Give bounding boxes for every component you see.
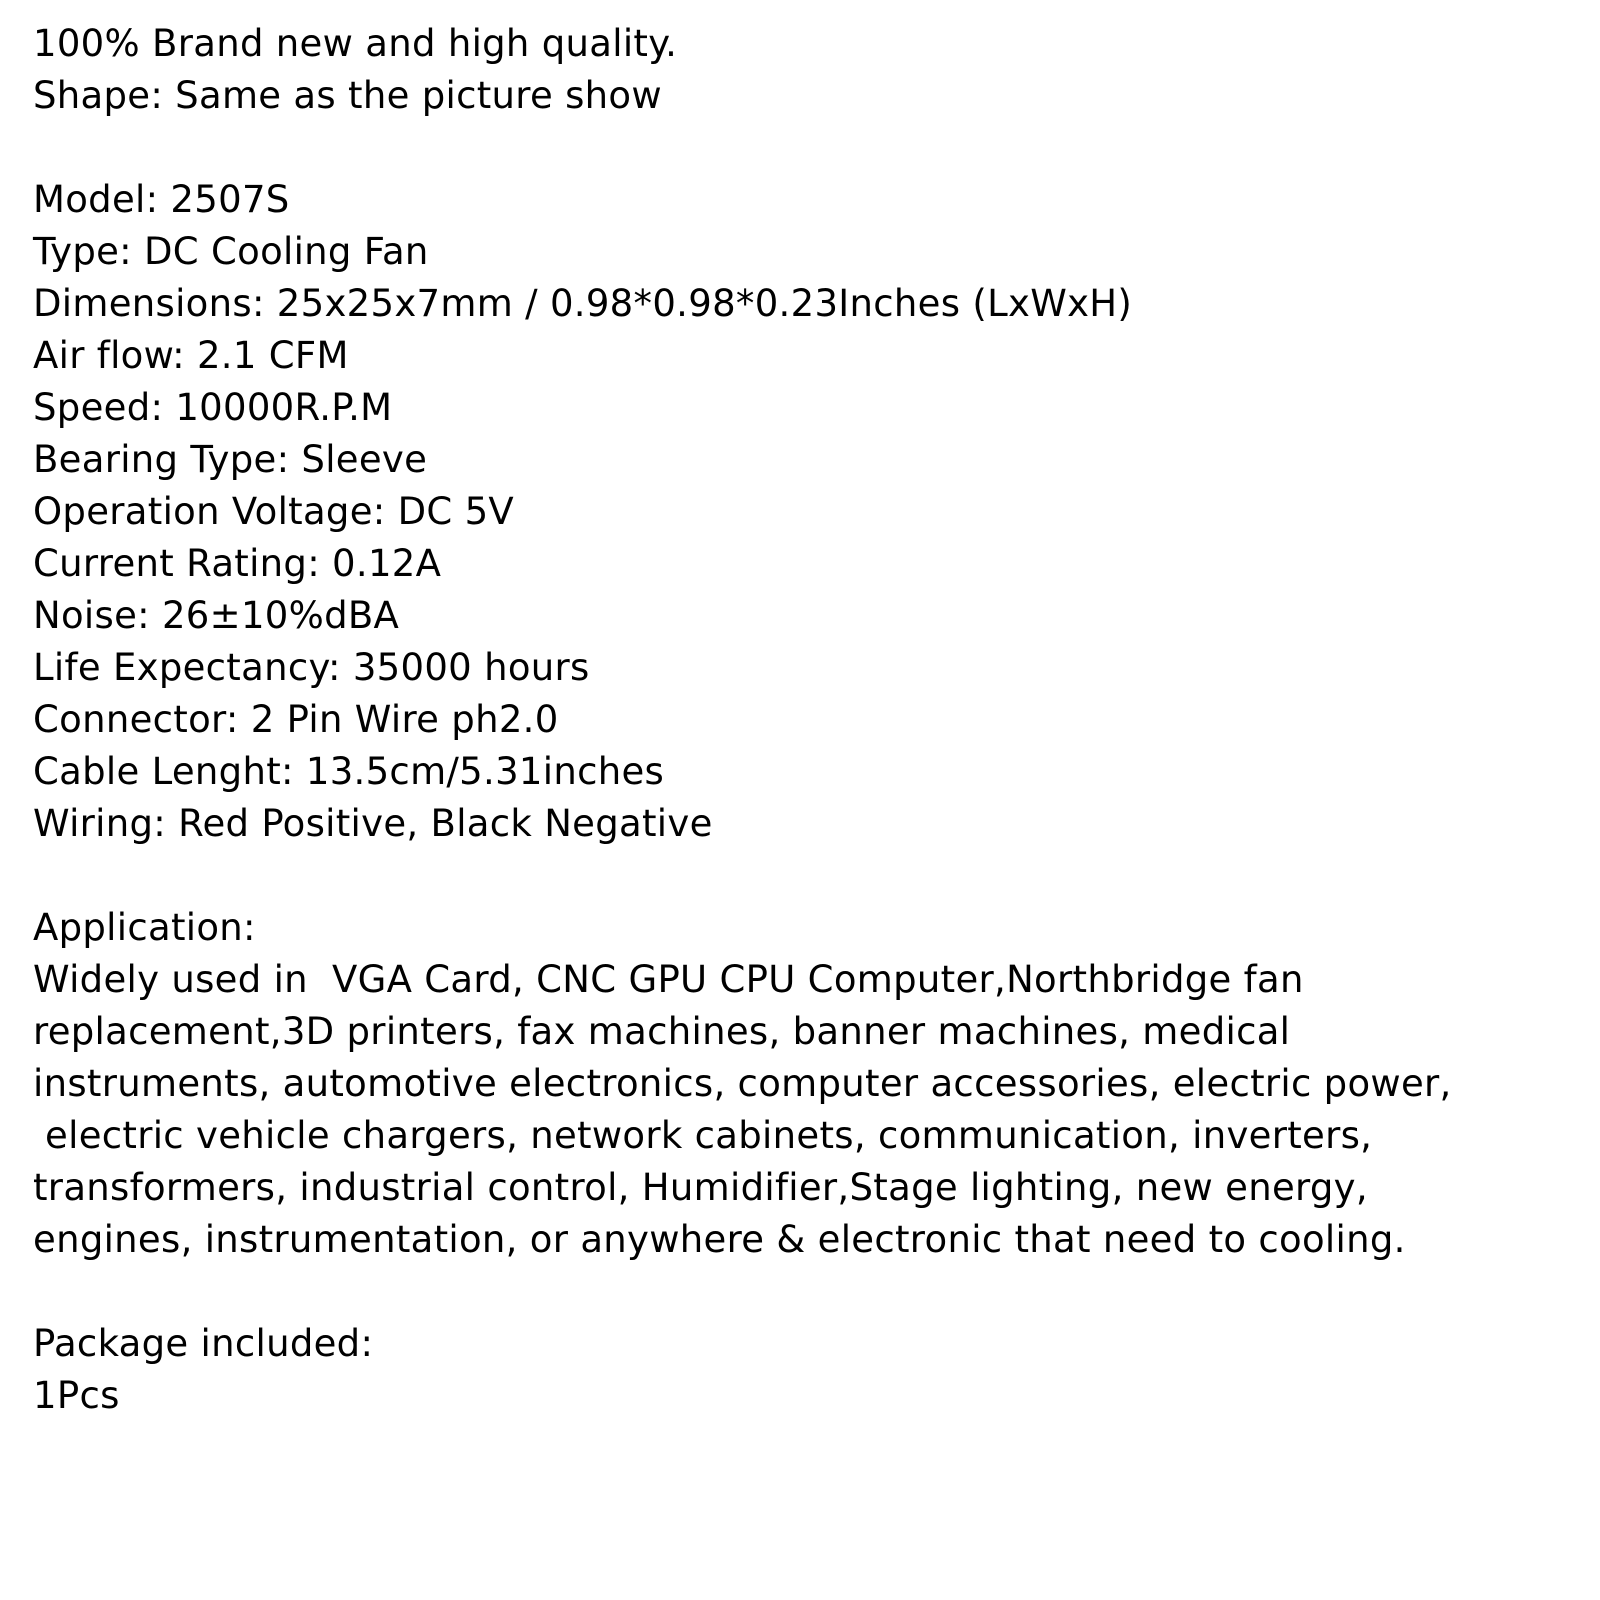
spec-air-flow: Air flow: 2.1 CFM — [33, 334, 349, 377]
application-line: instruments, automotive electronics, computer accessories, electric power, — [33, 1062, 1452, 1105]
spec-type: Type: DC Cooling Fan — [33, 230, 429, 273]
spacer — [33, 1266, 1593, 1318]
application-line: replacement,3D printers, fax machines, banner machines, medical — [33, 1010, 1291, 1053]
spec-connector: Connector: 2 Pin Wire ph2.0 — [33, 698, 559, 741]
spacer — [33, 122, 1593, 174]
spec-operation-voltage: Operation Voltage: DC 5V — [33, 490, 515, 533]
spec-wiring: Wiring: Red Positive, Black Negative — [33, 802, 713, 845]
spec-speed: Speed: 10000R.P.M — [33, 386, 393, 429]
quality-statement: 100% Brand new and high quality. — [33, 22, 678, 65]
spec-list — [33, 174, 1593, 850]
spec-cable-length: Cable Lenght: 13.5cm/5.31inches — [33, 750, 665, 793]
spec-bearing-type: Bearing Type: Sleeve — [33, 438, 428, 481]
spec-model: Model: 2507S — [33, 178, 290, 221]
application-line: engines, instrumentation, or anywhere & electronic that need to cooling. — [33, 1218, 1406, 1261]
spec-current-rating: Current Rating: 0.12A — [33, 542, 442, 585]
spec-life-expectancy: Life Expectancy: 35000 hours — [33, 646, 590, 689]
package-section — [33, 1318, 1593, 1422]
application-section — [33, 902, 1593, 1266]
application-line: Widely used in VGA Card, CNC GPU CPU Computer,Northbridge fan — [33, 958, 1304, 1001]
application-line: transformers, industrial control, Humidifier,Stage lighting, new energy, — [33, 1166, 1368, 1209]
package-contents: 1Pcs — [33, 1374, 120, 1417]
spec-dimensions: Dimensions: 25x25x7mm / 0.98*0.98*0.23Inches (LxWxH) — [33, 282, 1133, 325]
shape-statement: Shape: Same as the picture show — [33, 74, 662, 117]
application-line: electric vehicle chargers, network cabinets, communication, inverters, — [33, 1114, 1373, 1157]
package-heading: Package included: — [33, 1322, 374, 1365]
application-heading: Application: — [33, 906, 256, 949]
spacer — [33, 850, 1593, 902]
spec-noise: Noise: 26±10%dBA — [33, 594, 400, 637]
product-description — [33, 18, 1593, 1422]
